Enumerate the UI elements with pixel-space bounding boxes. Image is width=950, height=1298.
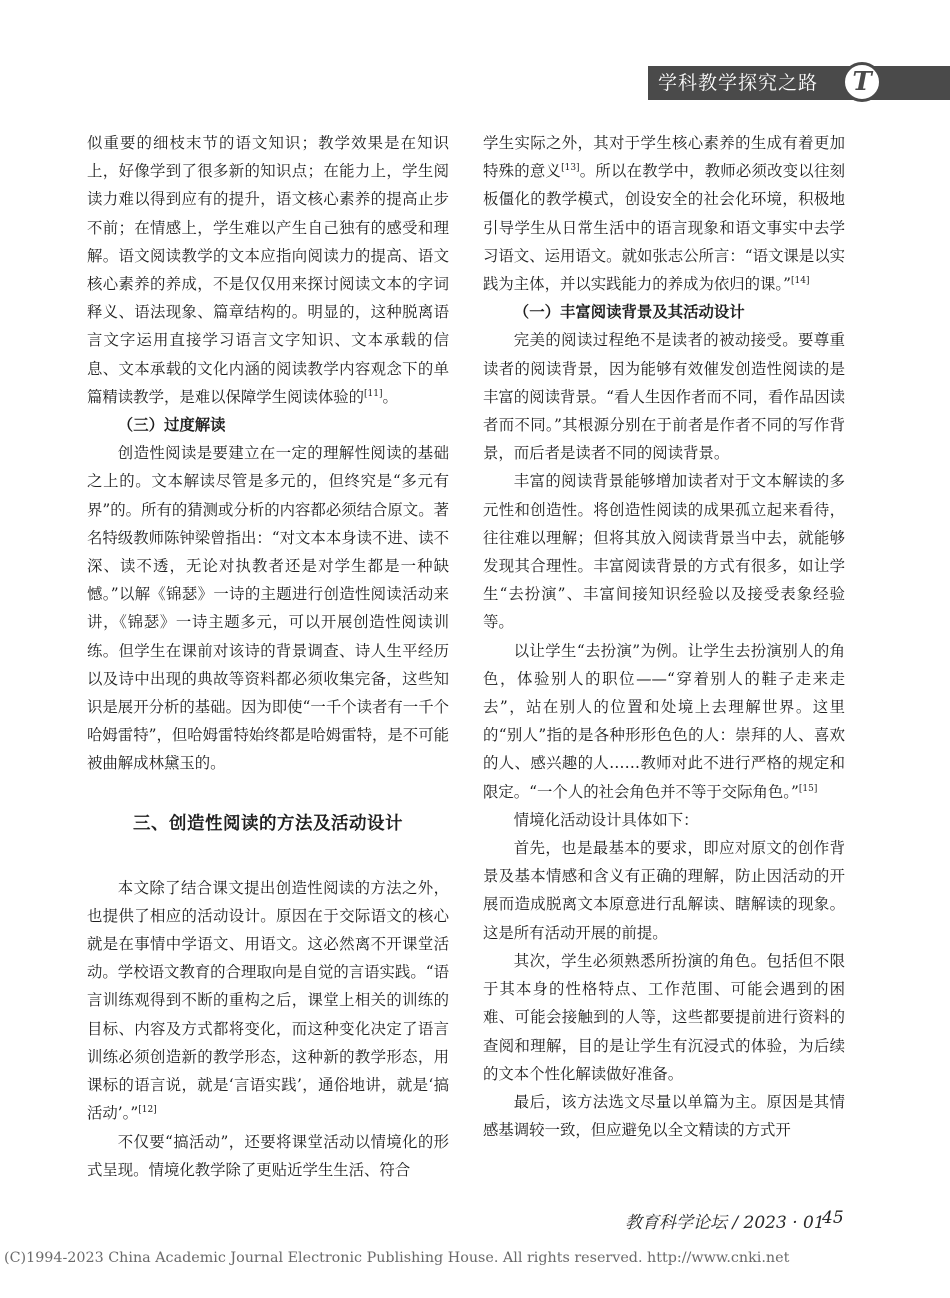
section-title: 学科教学探究之路 bbox=[658, 72, 819, 94]
journal-name: 教育科学论坛 / 2023 · 01 bbox=[625, 1213, 825, 1233]
paragraph: 首先，也是最基本的要求，即应对原文的创作背景及基本情感和含义有正确的理解，防止因活动的开展而造成脱离文本原意进行乱解读、瞎解读的现象。这是所有活动开展的前提。 bbox=[483, 839, 845, 942]
subheading-background: （一）丰富阅读背景及其活动设计 bbox=[513, 303, 745, 322]
paragraph-text: 。 bbox=[382, 387, 398, 406]
paragraph bbox=[483, 637, 845, 806]
paragraph-text: 学生实际之外，其对于学生核心素养的生成有着更加特殊的意义 bbox=[483, 134, 845, 181]
citation-ref: [14] bbox=[790, 275, 810, 286]
left-column bbox=[87, 129, 449, 1184]
journal-logo-icon bbox=[842, 62, 882, 102]
paragraph bbox=[483, 129, 845, 298]
paragraph-text: 。所以在教学中，教师必须改变以往刻板僵化的教学模式，创设安全的社会化环境，积极地引导学生从日常生活中的语言现象和语文事实中去学习语文、运用语文。就如张志公所言：“语文课是以实践为主体，并以实践能力的养成为依归的课。” bbox=[483, 162, 845, 294]
citation-ref: [13] bbox=[561, 163, 580, 174]
logo-letter: T bbox=[852, 67, 872, 97]
paragraph: 最后，该方法选文尽量以单篇为主。原因是其情感基调较一致，但应避免以全文精读的方式开 bbox=[483, 1092, 845, 1140]
paragraph: 丰富的阅读背景能够增加读者对于文本解读的多元性和创造性。将创造性阅读的成果孤立起来看待，往往难以理解；但将其放入阅读背景当中去，就能够发现其合理性。丰富阅读背景的方式有很多，如让学生“去扮演”、丰富间接知识经验以及接受表象经验等。 bbox=[483, 472, 845, 632]
paragraph-text: 以让学生“去扮演”为例。让学生去扮演别人的角色，体验别人的职位——“穿着别人的鞋子走来走去”，站在别人的位置和处境上去理解世界。这里的“别人”指的是各种形形色色的人：崇拜的人、喜欢的人、感兴趣的人……教师对此不进行严格的规定和限定。“一个人的社会角色并不等于交际角色。” bbox=[483, 641, 845, 801]
section-heading: 三、创造性阅读的方法及活动设计 bbox=[133, 813, 403, 834]
paragraph-text: 本文除了结合课文提出创造性阅读的方法之外，也提供了相应的活动设计。原因在于交际语文的核心就是在事情中学语文、用语文。这必然离不开课堂活动。学校语文教育的合理取向是自觉的言语实践。“语言训练观得到不断的重构之后，课堂上相关的训练的目标、内容及方式都将变化，而这种变化决定了语言训练必须创造新的教学形态，这种新的教学形态，用课标的语言说，就是‘言语实践’，通俗地讲，就是‘搞活动’。” bbox=[87, 878, 449, 1123]
paragraph: 创造性阅读是要建立在一定的理解性阅读的基础之上的。文本解读尽管是多元的，但终究是“多元有界”的。所有的猜测或分析的内容都必须结合原文。著名特级教师陈钟梁曾指出：“对文本本身读不进、读不深、读不透，无论对执教者还是对学生都是一种缺憾。”以解《锦瑟》一诗的主题进行创造性阅读活动来讲，《锦瑟》一诗主题多元，可以开展创造性阅读训练。但学生在课前对该诗的背景调查、诗人生平经历以及诗中出现的典故等资料都必须收集完备，这些知识是展开分析的基础。因为即使“一千个读者有一千个哈姆雷特”，但哈姆雷特始终都是哈姆雷特，是不可能被曲解成林黛玉的。 bbox=[87, 444, 449, 773]
paragraph: 情境化活动设计具体如下： bbox=[513, 810, 699, 829]
paragraph: 完美的阅读过程绝不是读者的被动接受。要尊重读者的阅读背景，因为能够有效催发创造性阅读的是丰富的阅读背景。“看人生因作者而不同，看作品因读者而不同。”其根源分别在于前者是作者不同的写作背景，而后者是读者不同的阅读背景。 bbox=[483, 331, 845, 463]
paragraph: 不仅要“搞活动”，还要将课堂活动以情境化的形式呈现。情境化教学除了更贴近学生生活、符合 bbox=[87, 1132, 449, 1179]
paragraph bbox=[87, 129, 449, 411]
right-column bbox=[483, 129, 845, 1144]
page-number: 45 bbox=[822, 1208, 844, 1228]
citation-ref: [15] bbox=[798, 783, 818, 794]
copyright-line: (C)1994-2023 China Academic Journal Electronic Publishing House. All rights reserved. http://www.cnki.net bbox=[4, 1250, 790, 1266]
paragraph: 其次，学生必须熟悉所扮演的角色。包括但不限于其本身的性格特点、工作范围、可能会遇到的困难、可能会接触到的人等，这些都要提前进行资料的查阅和理解，目的是让学生有沉浸式的体验，为后续的文本个性化解读做好准备。 bbox=[483, 951, 845, 1083]
paragraph bbox=[87, 874, 449, 1128]
subheading-overread: （三）过度解读 bbox=[117, 416, 226, 435]
paragraph-text: 似重要的细枝末节的语文知识；教学效果是在知识上，好像学到了很多新的知识点；在能力上，学生阅读力难以得到应有的提升，语文核心素养的提高止步不前；在情感上，学生难以产生自己独有的感受和理解。语文阅读教学的文本应指向阅读力的提高、语文核心素养的养成，不是仅仅用来探讨阅读文本的字词释义、语法现象、篇章结构的。明显的，这种脱离语言文字运用直接学习语言文字知识、文本承载的信息、文本承载的文化内涵的阅读教学内容观念下的单篇精读教学，是难以保障学生阅读体验的 bbox=[87, 134, 449, 406]
citation-ref: [12] bbox=[138, 1105, 157, 1116]
citation-ref: [11] bbox=[364, 388, 383, 399]
